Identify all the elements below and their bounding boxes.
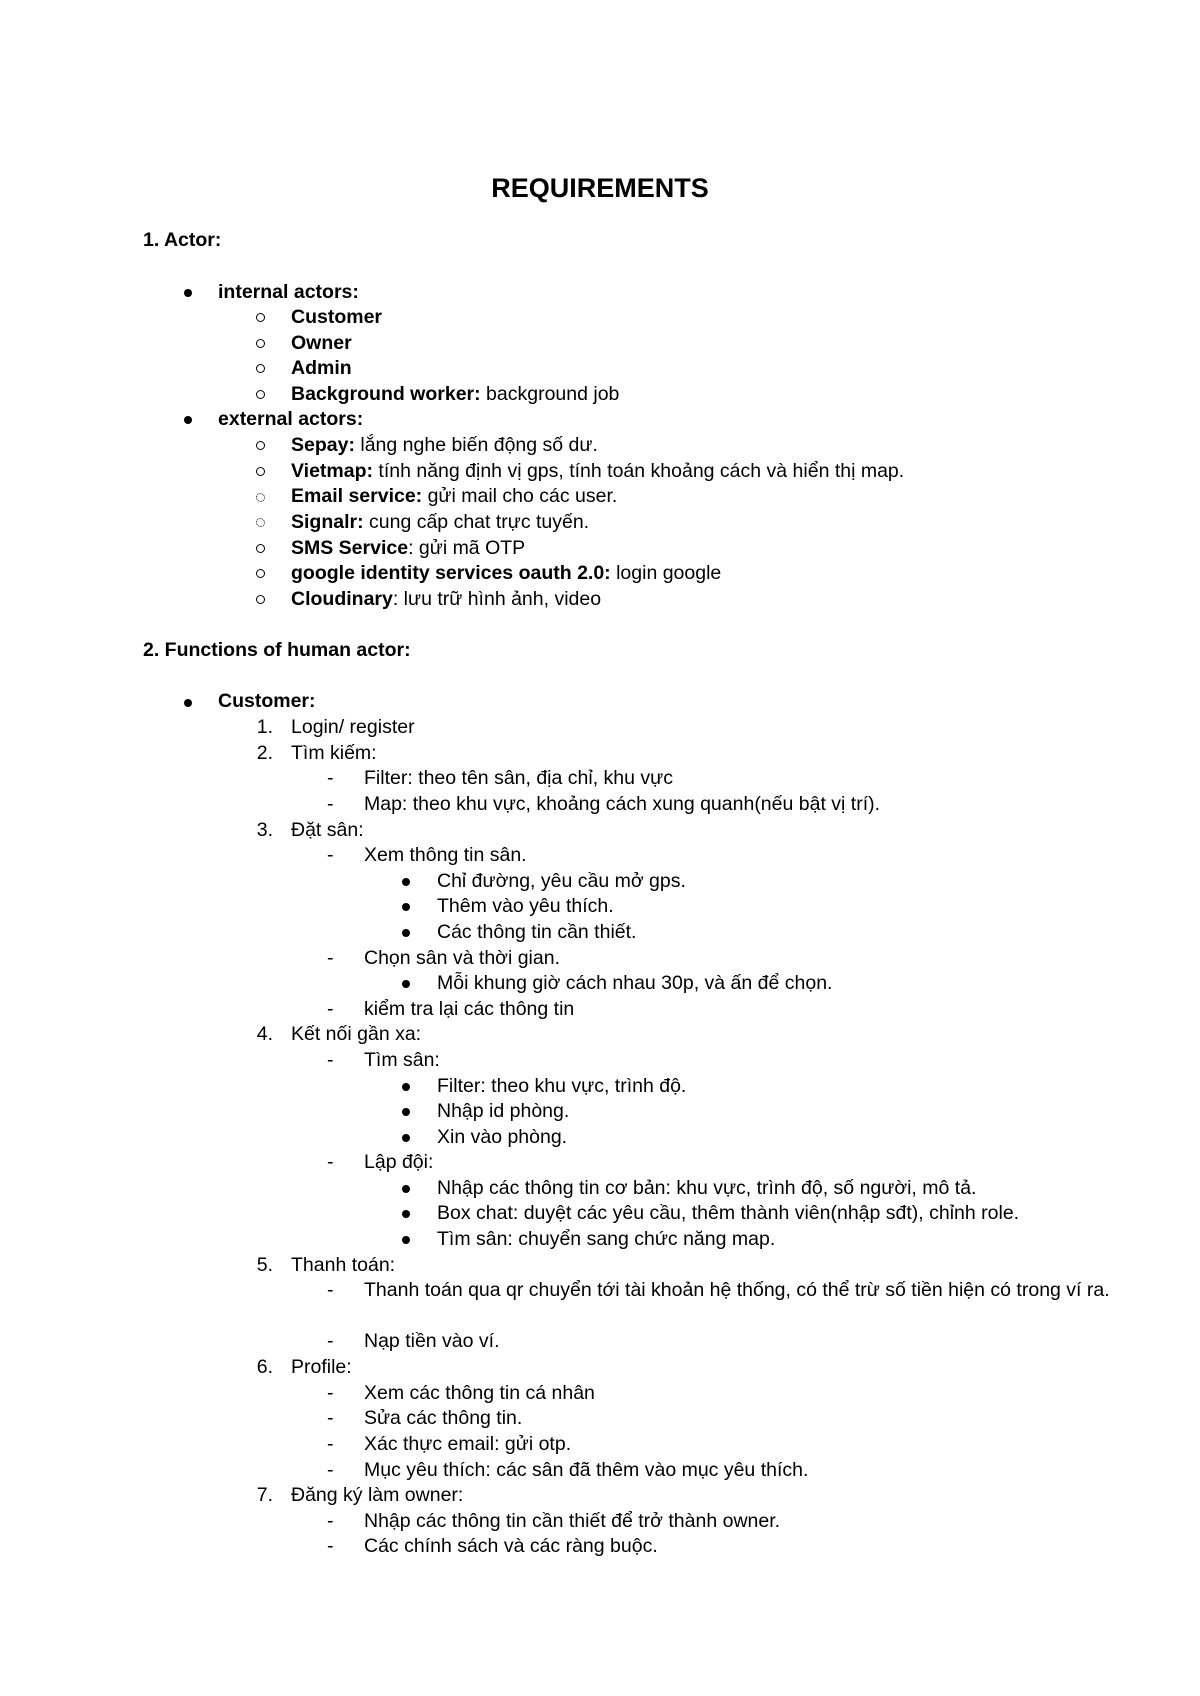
sub-item: Các chính sách và các ràng buộc. xyxy=(364,1535,658,1557)
internal-actors-heading: internal actors: xyxy=(218,281,359,303)
sub-bullet-item: Mỗi khung giờ cách nhau 30p, và ấn để chọn. xyxy=(437,972,833,994)
internal-actor-item: Customer xyxy=(291,306,383,328)
external-actor-item: Cloudinary: lưu trữ hình ảnh, video xyxy=(291,588,602,610)
sub-item: Map: theo khu vực, khoảng cách xung quanh(nếu bật vị trí). xyxy=(364,793,881,815)
internal-actor-item: Background worker: background job xyxy=(291,383,620,405)
dash-marker: - xyxy=(327,844,334,866)
sub-bullet-item: Nhập các thông tin cơ bản: khu vực, trình độ, số người, mô tả. xyxy=(437,1177,977,1199)
internal-actor-item: Owner xyxy=(291,332,352,354)
sub-bullet-item: Xin vào phòng. xyxy=(437,1126,568,1148)
bullet-icon xyxy=(184,289,192,297)
dash-marker: - xyxy=(327,1049,334,1071)
sub-item: Xem các thông tin cá nhân xyxy=(364,1382,595,1404)
list-item: Profile: xyxy=(291,1356,352,1378)
circle-bullet-icon xyxy=(256,339,265,348)
list-number: 1. xyxy=(256,716,273,738)
external-actor-item: Signalr: cung cấp chat trực tuyến. xyxy=(291,511,590,533)
sub-item: Nhập các thông tin cần thiết để trở thành owner. xyxy=(364,1510,781,1532)
circle-bullet-icon xyxy=(256,467,265,476)
sub-item: Sửa các thông tin. xyxy=(364,1407,523,1429)
external-actor-item: Sepay: lắng nghe biến động số dư. xyxy=(291,434,598,456)
bullet-icon xyxy=(402,878,410,886)
bullet-icon xyxy=(184,699,192,707)
list-item: Đặt sân: xyxy=(291,819,364,841)
sub-bullet-item: Nhập id phòng. xyxy=(437,1100,570,1122)
circle-bullet-icon xyxy=(256,569,265,578)
bullet-icon xyxy=(402,1185,410,1193)
sub-item: Tìm sân: xyxy=(364,1049,440,1071)
dash-marker: - xyxy=(327,1459,334,1481)
list-item: Đăng ký làm owner: xyxy=(291,1484,464,1506)
circle-bullet-icon xyxy=(256,595,265,604)
sub-item: Nạp tiền vào ví. xyxy=(364,1330,500,1352)
bullet-icon xyxy=(402,929,410,937)
page-title: REQUIREMENTS xyxy=(491,173,709,203)
circle-bullet-icon xyxy=(256,441,265,450)
sub-item: Filter: theo tên sân, địa chỉ, khu vực xyxy=(364,767,673,789)
dash-marker: - xyxy=(327,1433,334,1455)
list-number: 2. xyxy=(256,742,273,764)
sub-bullet-item: Filter: theo khu vực, trình độ. xyxy=(437,1075,687,1097)
customer-heading: Customer: xyxy=(218,690,316,712)
circle-bullet-icon xyxy=(256,390,265,399)
circle-bullet-icon xyxy=(256,364,265,373)
circle-bullet-icon xyxy=(256,544,265,553)
bullet-icon xyxy=(402,1083,410,1091)
sub-item: Xem thông tin sân. xyxy=(364,844,527,866)
list-item: Tìm kiếm: xyxy=(291,742,377,764)
sub-item: Mục yêu thích: các sân đã thêm vào mục yêu thích. xyxy=(364,1459,809,1481)
external-actor-item: google identity services oauth 2.0: login google xyxy=(291,562,722,584)
dash-marker: - xyxy=(327,1279,334,1301)
list-number: 6. xyxy=(256,1356,273,1378)
bullet-icon xyxy=(402,1236,410,1244)
list-item: Thanh toán: xyxy=(291,1254,396,1276)
bullet-icon xyxy=(402,1134,410,1142)
dash-marker: - xyxy=(327,793,334,815)
sub-item: Chọn sân và thời gian. xyxy=(364,947,560,969)
circle-bullet-icon xyxy=(256,518,265,527)
dash-marker: - xyxy=(327,1407,334,1429)
external-actor-item: Email service: gửi mail cho các user. xyxy=(291,485,618,507)
sub-bullet-item: Các thông tin cần thiết. xyxy=(437,921,637,943)
bullet-icon xyxy=(402,980,410,988)
sub-bullet-item: Chỉ đường, yêu cầu mở gps. xyxy=(437,870,686,892)
list-item: Kết nối gần xa: xyxy=(291,1023,422,1045)
external-actor-item: Vietmap: tính năng định vị gps, tính toán khoảng cách và hiển thị map. xyxy=(291,460,905,482)
section-1-heading: 1. Actor: xyxy=(143,229,222,251)
sub-item: Lập đội: xyxy=(364,1151,434,1173)
bullet-icon xyxy=(402,1108,410,1116)
sub-item: Xác thực email: gửi otp. xyxy=(364,1433,572,1455)
dash-marker: - xyxy=(327,1510,334,1532)
dash-marker: - xyxy=(327,947,334,969)
sub-bullet-item: Thêm vào yêu thích. xyxy=(437,895,614,917)
circle-bullet-icon xyxy=(256,313,265,322)
list-number: 7. xyxy=(256,1484,273,1506)
bullet-icon xyxy=(402,903,410,911)
bullet-icon xyxy=(184,416,192,424)
list-item: Login/ register xyxy=(291,716,415,738)
sub-bullet-item: Tìm sân: chuyển sang chức năng map. xyxy=(437,1228,776,1250)
circle-bullet-icon xyxy=(256,493,265,502)
dash-marker: - xyxy=(327,1330,334,1352)
section-2-heading: 2. Functions of human actor: xyxy=(143,639,411,661)
internal-actor-item: Admin xyxy=(291,357,352,379)
dash-marker: - xyxy=(327,998,334,1020)
dash-marker: - xyxy=(327,1382,334,1404)
list-number: 5. xyxy=(256,1254,273,1276)
sub-item: kiểm tra lại các thông tin xyxy=(364,998,575,1020)
dash-marker: - xyxy=(327,767,334,789)
list-number: 4. xyxy=(256,1023,273,1045)
dash-marker: - xyxy=(327,1535,334,1557)
external-actor-item: SMS Service: gửi mã OTP xyxy=(291,537,526,559)
list-number: 3. xyxy=(256,819,273,841)
sub-bullet-item: Box chat: duyệt các yêu cầu, thêm thành viên(nhập sđt), chỉnh role. xyxy=(437,1202,1020,1224)
dash-marker: - xyxy=(327,1151,334,1173)
external-actors-heading: external actors: xyxy=(218,408,364,430)
sub-item: Thanh toán qua qr chuyển tới tài khoản hệ thống, có thể trừ số tiền hiện có trong ví ra. xyxy=(364,1279,1110,1301)
bullet-icon xyxy=(402,1210,410,1218)
